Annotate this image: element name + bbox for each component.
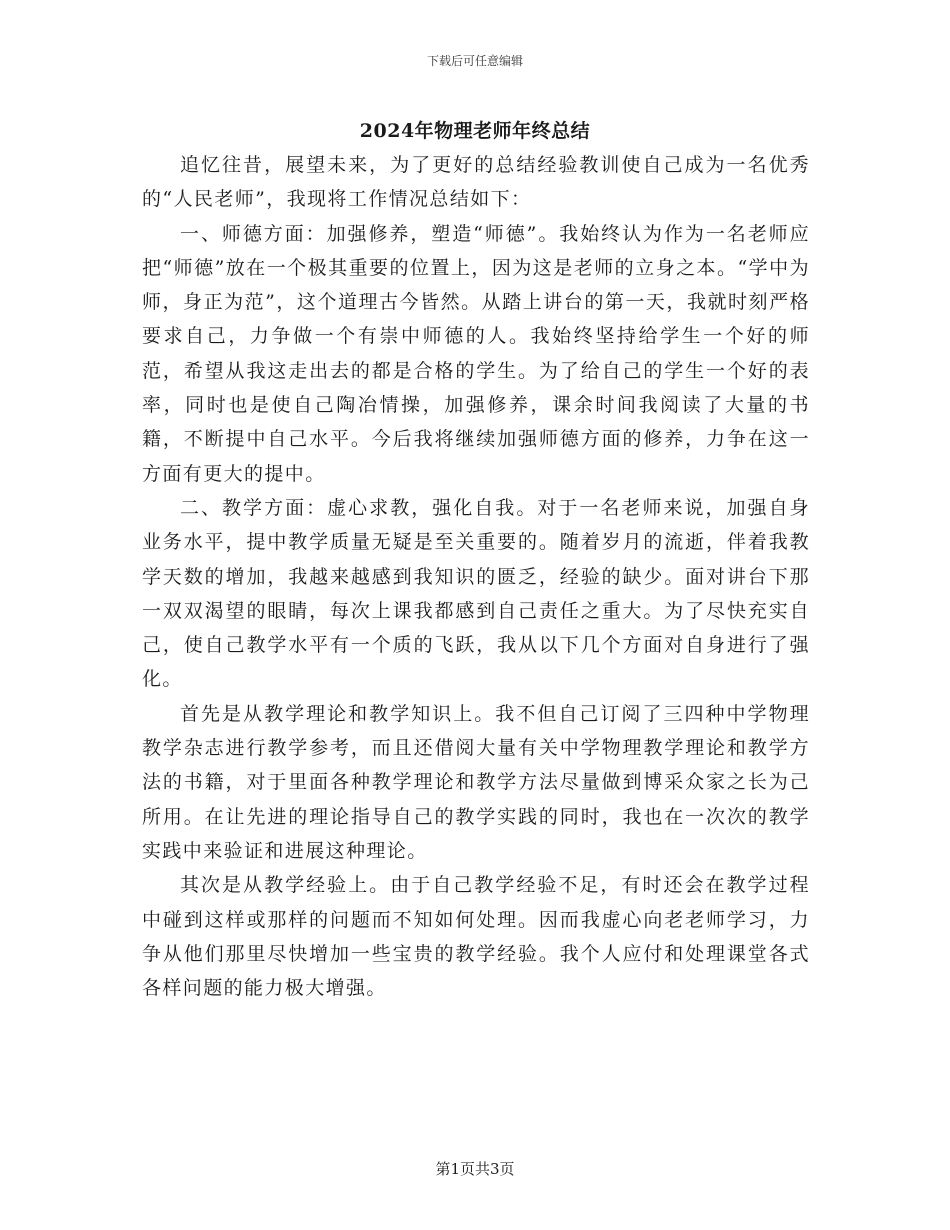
page-number: 第1页共3页 (435, 1160, 515, 1178)
paragraph-teaching: 二、教学方面：虚心求教，强化自我。对于一名老师来说，加强自身业务水平，提中教学质量无疑是至关重要的。随着岁月的流逝，伴着我教学天数的增加，我越来越感到我知识的匮乏，经验的缺少。面对讲台下那一双双渴望的眼睛，每次上课我都感到自己责任之重大。为了尽快充实自己，使自己教学水平有一个质的飞跃，我从以下几个方面对自身进行了强化。 (142, 496, 810, 691)
paragraph-experience: 其次是从教学经验上。由于自己教学经验不足，有时还会在教学过程中碰到这样或那样的问题而不知如何处理。因而我虚心向老老师学习，力争从他们那里尽快增加一些宝贵的教学经验。我个人应付和处理课堂各式各样问题的能力极大增强。 (142, 874, 810, 1000)
paragraph-ethics: 一、师德方面：加强修养，塑造“师德”。我始终认为作为一名老师应把“师德”放在一个极其重要的位置上，因为这是老师的立身之本。“学中为师，身正为范”，这个道理古今皆然。从踏上讲台的第一天，我就时刻严格要求自己，力争做一个有崇中师德的人。我始终坚持给学生一个好的师范，希望从我这走出去的都是合格的学生。为了给自己的学生一个好的表率，同时也是使自己陶冶情操，加强修养，课余时间我阅读了大量的书籍，不断提中自己水平。今后我将继续加强师德方面的修养，力争在这一方面有更大的提中。 (142, 222, 810, 485)
paragraph-intro: 追忆往昔，展望未来，为了更好的总结经验教训使自己成为一名优秀的“人民老师”，我现将工作情况总结如下： (142, 154, 810, 211)
document-body (142, 148, 810, 1005)
header-note: 下载后可任意编辑 (426, 54, 523, 68)
paragraph-theory: 首先是从教学理论和教学知识上。我不但自己订阅了三四种中学物理教学杂志进行教学参考，而且还借阅大量有关中学物理教学理论和教学方法的书籍，对于里面各种教学理论和教学方法尽量做到博采众家之长为己所用。在让先进的理论指导自己的教学实践的同时，我也在一次次的教学实践中来验证和进展这种理论。 (142, 702, 810, 862)
document-title: 2024年物理老师年终总结 (359, 120, 591, 142)
